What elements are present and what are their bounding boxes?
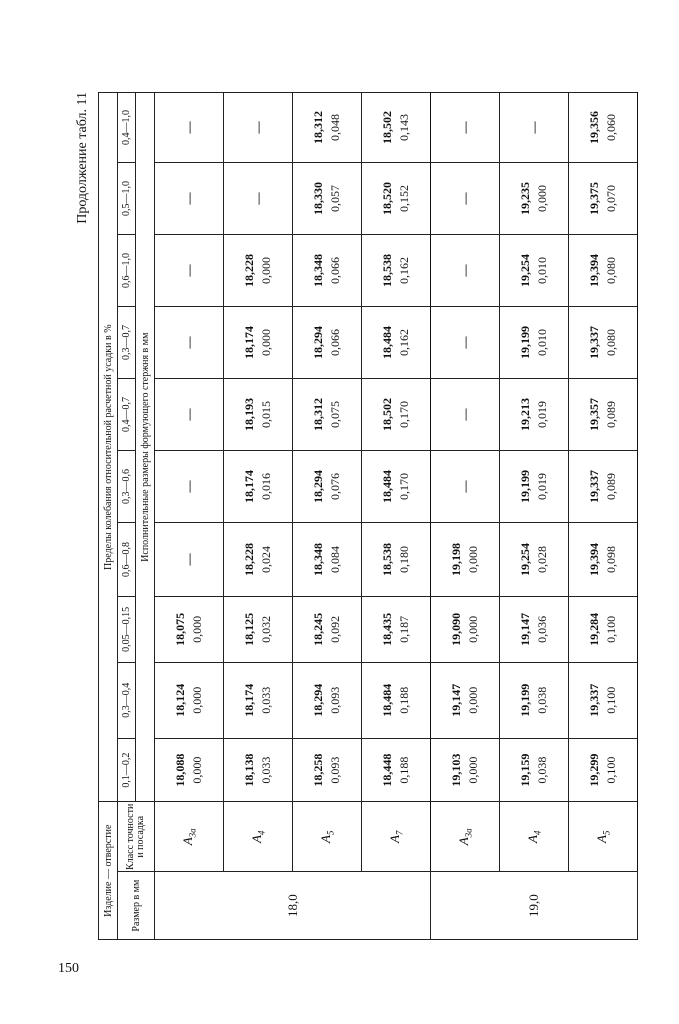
dimension-deviation: 0,000 [259,328,273,356]
core-dimension: 18,448 [380,753,394,787]
core-dimension: 18,245 [311,612,325,646]
dimension-deviation: 0,038 [535,686,549,714]
value-cell [362,597,431,663]
dimension-deviation: 0,084 [328,545,342,573]
range-header: 0,3—0,7 [118,306,136,378]
class-letter: A [318,835,334,844]
table-row [500,93,569,940]
dimension-deviation: 0,010 [535,257,549,284]
core-dimension: 19,254 [518,254,532,287]
dimension-deviation: 0,000 [190,615,204,643]
dimension-deviation: 0,188 [397,756,411,784]
value-cell [224,597,293,663]
class-subscript: 5 [601,830,612,836]
value-cell [431,738,500,802]
class-cell [431,802,500,872]
value-cell [224,738,293,802]
value-cell [362,93,431,163]
core-dimension: — [181,408,196,421]
dimension-deviation: 0,076 [328,472,342,500]
core-dimension: 19,254 [518,542,532,576]
dimension-deviation: 0,032 [259,615,273,643]
value-cell [362,306,431,378]
header-shrinkage-range: Пределы колебания относительной расчетной усадки в % [99,93,118,802]
core-dimension: 18,484 [380,325,394,359]
class-subscript: 3а [187,828,198,838]
range-header: 0,1—0,2 [118,738,136,802]
core-dimension: 19,147 [449,683,463,717]
core-dimension: — [457,264,472,277]
core-dimension: 18,502 [380,397,394,431]
core-dimension: 18,124 [173,683,187,717]
rotated-table-page [72,92,628,940]
dimension-deviation: 0,000 [466,686,480,714]
class-cell [224,802,293,872]
value-cell [155,597,224,663]
dimension-deviation: 0,089 [604,400,618,428]
core-dimension: 18,174 [242,683,256,717]
table-body [155,93,638,940]
dimension-deviation: 0,015 [259,400,273,428]
core-dimension: 18,174 [242,469,256,503]
value-cell [500,450,569,522]
core-dimension: — [457,480,472,493]
core-dimension: 18,258 [311,753,325,787]
core-dimension: — [181,553,196,566]
core-dimension: 18,484 [380,683,394,717]
value-cell [224,163,293,235]
class-letter: A [456,837,472,846]
dimension-deviation: 0,024 [259,545,273,573]
dimension-deviation: 0,036 [535,615,549,643]
dimension-deviation: 0,066 [328,257,342,284]
value-cell [224,522,293,596]
core-dimension: — [181,192,196,205]
value-cell [155,378,224,450]
class-subscript: 5 [325,830,336,836]
value-cell [293,522,362,596]
class-cell [569,802,638,872]
class-letter: A [387,835,403,844]
dimension-deviation: 0,000 [466,756,480,784]
value-cell [500,306,569,378]
dimension-deviation: 0,188 [397,686,411,714]
core-dimension: 18,228 [242,254,256,287]
range-header: 0,05—0,15 [118,597,136,663]
continuation-title: Продолжение табл. 11 [75,92,90,224]
dimension-deviation: 0,038 [535,756,549,784]
core-dimension: 19,198 [449,542,463,576]
dimension-deviation: 0,143 [397,114,411,142]
dimension-deviation: 0,010 [535,328,549,356]
value-cell [155,93,224,163]
dimension-deviation: 0,170 [397,400,411,428]
dimension-deviation: 0,100 [604,615,618,643]
dimension-deviation: 0,089 [604,472,618,500]
value-cell [500,378,569,450]
class-subscript: 4 [532,830,543,836]
core-dimension: 18,088 [173,753,187,787]
value-cell [569,597,638,663]
size-cell: 19,0 [431,872,638,940]
value-cell [569,522,638,596]
core-dimension: 19,394 [587,254,601,287]
core-dimension: 19,337 [587,325,601,359]
class-letter: A [525,835,541,844]
value-cell [362,662,431,738]
value-cell [293,738,362,802]
value-cell [431,378,500,450]
core-dimension: 18,348 [311,542,325,576]
value-cell [431,450,500,522]
class-letter: A [249,835,265,844]
value-cell [362,378,431,450]
class-subscript: 7 [394,830,405,836]
header-size: Размер в мм [118,872,155,940]
table-row [362,93,431,940]
core-dimension: 18,125 [242,612,256,646]
value-cell [362,235,431,307]
dimension-deviation: 0,000 [466,545,480,573]
value-cell [569,306,638,378]
core-dimension: 19,147 [518,612,532,646]
value-cell [431,522,500,596]
value-cell [293,163,362,235]
value-cell [431,306,500,378]
value-cell [293,597,362,663]
core-dimension: — [457,408,472,421]
dimension-deviation: 0,028 [535,545,549,573]
dimension-deviation: 0,093 [328,756,342,784]
core-dimension: 19,357 [587,397,601,431]
class-letter: A [180,837,196,846]
value-cell [155,738,224,802]
table-row [155,93,224,940]
core-dimension: — [457,121,472,134]
core-dimension: 18,228 [242,542,256,576]
dimension-deviation: 0,162 [397,257,411,284]
value-cell [224,93,293,163]
value-cell [569,235,638,307]
value-cell [293,93,362,163]
class-cell [362,802,431,872]
core-dimension: 19,199 [518,469,532,503]
core-dimension: 18,312 [311,397,325,431]
dimension-deviation: 0,092 [328,615,342,643]
header-product: Изделие — отверстие [99,802,118,940]
core-dimension: 19,235 [518,182,532,216]
core-dimension: 18,138 [242,753,256,787]
core-dimension: 19,337 [587,683,601,717]
value-cell [431,662,500,738]
value-cell [569,378,638,450]
core-dimension: — [457,336,472,349]
dimension-deviation: 0,180 [397,545,411,573]
dimension-deviation: 0,187 [397,615,411,643]
value-cell [293,306,362,378]
page-number: 150 [58,961,79,976]
value-cell [293,662,362,738]
core-dimension: 19,394 [587,542,601,576]
dimension-deviation: 0,070 [604,185,618,213]
dimension-deviation: 0,016 [259,472,273,500]
value-cell [500,597,569,663]
value-cell [293,235,362,307]
table-row [293,93,362,940]
dimension-deviation: 0,066 [328,328,342,356]
table-row [431,93,500,940]
core-dimension: 18,174 [242,325,256,359]
value-cell [362,738,431,802]
core-dimension: 18,520 [380,182,394,216]
value-cell [293,450,362,522]
class-cell [500,802,569,872]
core-dimension: — [526,121,541,134]
value-cell [569,163,638,235]
core-dimension: — [250,192,265,205]
class-letter: A [594,835,610,844]
shrinkage-table [98,92,638,940]
value-cell [431,93,500,163]
value-cell [362,522,431,596]
dimension-deviation: 0,100 [604,686,618,714]
core-dimension: 18,075 [173,612,187,646]
dimension-deviation: 0,170 [397,472,411,500]
value-cell [155,450,224,522]
core-dimension: 19,213 [518,397,532,431]
core-dimension: 18,484 [380,469,394,503]
dimension-deviation: 0,152 [397,185,411,213]
core-dimension: — [181,336,196,349]
core-dimension: 19,199 [518,683,532,717]
class-cell [155,802,224,872]
dimension-deviation: 0,048 [328,114,342,142]
dimension-deviation: 0,060 [604,114,618,142]
core-dimension: 19,337 [587,469,601,503]
value-cell [500,522,569,596]
dimension-deviation: 0,019 [535,472,549,500]
class-subscript: 3а [463,828,474,838]
core-dimension: 18,193 [242,397,256,431]
range-header: 0,4—0,7 [118,378,136,450]
core-dimension: — [181,121,196,134]
dimension-deviation: 0,057 [328,185,342,213]
table-row [569,93,638,940]
dimension-deviation: 0,000 [190,686,204,714]
value-cell [500,93,569,163]
dimension-deviation: 0,098 [604,545,618,573]
core-dimension: 18,294 [311,683,325,717]
core-dimension: — [181,264,196,277]
value-cell [155,522,224,596]
value-cell [155,662,224,738]
value-cell [569,450,638,522]
core-dimension: 18,330 [311,182,325,216]
core-dimension: 18,502 [380,111,394,145]
core-dimension: — [250,121,265,134]
core-dimension: 19,356 [587,111,601,145]
value-cell [431,597,500,663]
dimension-deviation: 0,162 [397,328,411,356]
range-header: 0,4—1,0 [118,93,136,163]
range-header: 0,6—1,0 [118,235,136,307]
core-dimension: 19,159 [518,753,532,787]
value-cell [431,163,500,235]
core-dimension: 19,299 [587,753,601,787]
value-cell [500,163,569,235]
value-cell [569,662,638,738]
value-cell [224,378,293,450]
value-cell [569,93,638,163]
value-cell [500,738,569,802]
dimension-deviation: 0,033 [259,686,273,714]
dimension-deviation: 0,080 [604,328,618,356]
range-header: 0,3—0,4 [118,662,136,738]
value-cell [224,306,293,378]
value-cell [224,662,293,738]
core-dimension: 19,199 [518,325,532,359]
value-cell [293,378,362,450]
dimension-deviation: 0,080 [604,257,618,284]
value-cell [569,738,638,802]
dimension-deviation: 0,093 [328,686,342,714]
range-header: 0,3—0,6 [118,450,136,522]
size-cell: 18,0 [155,872,431,940]
core-dimension: 19,375 [587,182,601,216]
dimension-deviation: 0,000 [259,257,273,284]
core-dimension: 18,294 [311,469,325,503]
value-cell [155,306,224,378]
value-cell [224,450,293,522]
core-dimension: 18,538 [380,254,394,287]
core-dimension: — [457,192,472,205]
value-cell [362,163,431,235]
value-cell [224,235,293,307]
dimension-deviation: 0,000 [466,615,480,643]
header-dimensions-caption: Исполнительные размеры формующего стержня в мм [136,93,155,802]
core-dimension: 19,090 [449,612,463,646]
core-dimension: 18,294 [311,325,325,359]
core-dimension: 18,312 [311,111,325,145]
dimension-deviation: 0,033 [259,756,273,784]
value-cell [362,450,431,522]
dimension-deviation: 0,019 [535,400,549,428]
range-header: 0,5—1,0 [118,163,136,235]
header-class: Класс точности и посадка [118,802,155,872]
table-row [224,93,293,940]
value-cell [500,235,569,307]
dimension-deviation: 0,100 [604,756,618,784]
dimension-deviation: 0,000 [535,185,549,213]
value-cell [500,662,569,738]
core-dimension: 18,435 [380,612,394,646]
class-cell [293,802,362,872]
value-cell [155,163,224,235]
core-dimension: 18,538 [380,542,394,576]
class-subscript: 4 [256,830,267,836]
range-header: 0,6—0,8 [118,522,136,596]
core-dimension: — [181,480,196,493]
dimension-deviation: 0,000 [190,756,204,784]
value-cell [431,235,500,307]
core-dimension: 18,348 [311,254,325,287]
dimension-deviation: 0,075 [328,400,342,428]
core-dimension: 19,103 [449,753,463,787]
value-cell [155,235,224,307]
core-dimension: 19,284 [587,612,601,646]
